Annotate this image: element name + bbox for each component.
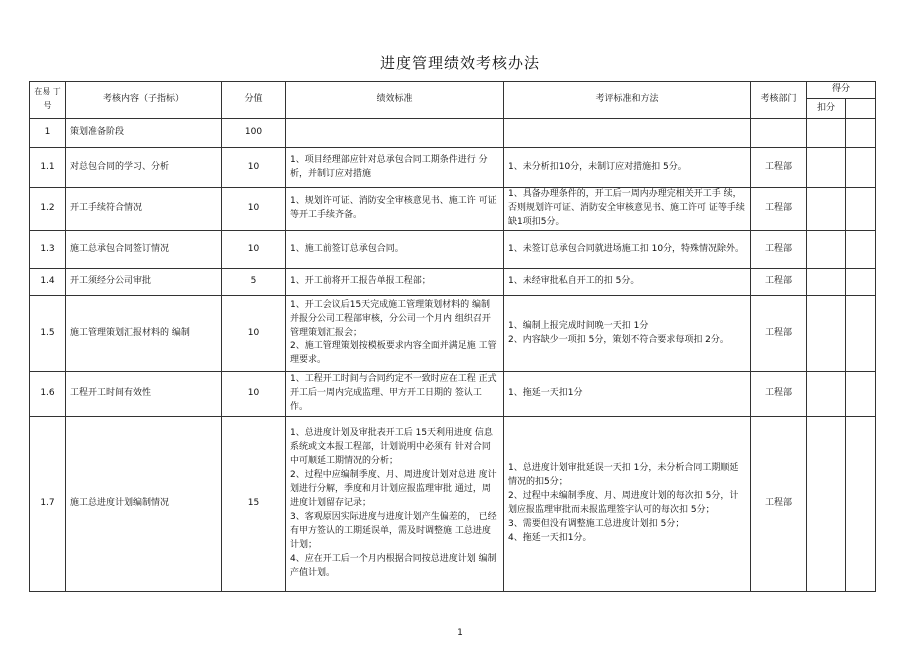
header-dept: 考核部门 [751, 82, 807, 119]
row-no: 1.3 [30, 231, 66, 269]
row-score: 15 [222, 417, 286, 592]
row-deduct [807, 269, 846, 296]
row-no: 1.1 [30, 148, 66, 188]
row-standard: 1、工程开工时间与合同约定不一致时应在工程 正式开工后一周内完成监理、甲方开工日期的 签认工作。 [286, 372, 504, 417]
empty-cell [286, 119, 504, 148]
row-no: 1.5 [30, 296, 66, 372]
row-extra [846, 417, 876, 592]
empty-cell [807, 119, 846, 148]
row-extra [846, 296, 876, 372]
table-row [30, 188, 876, 231]
row-score: 5 [222, 269, 286, 296]
row-content: 开工手续符合情况 [66, 188, 222, 231]
page-number: 1 [457, 628, 463, 638]
row-extra [846, 188, 876, 231]
header-seq: 在易 丁 号 [30, 82, 66, 119]
row-extra [846, 372, 876, 417]
header-method: 考评标准和方法 [504, 82, 751, 119]
header-deduct: 扣分 [807, 99, 846, 119]
row-content: 对总包合同的学习、分析 [66, 148, 222, 188]
row-standard: 1、总进度计划及审批表开工后 15天利用进度 信息系统或文本报工程部，计划说明中必须有 针对合同中可顺延工期情况的分析； 2、过程中应编制季度、月、周进度计划对总进 度计划进行分解，季度和月计划应报监理审批 通过，周进度计划留存记录； 3、客观原因实际进度与进度计划产生偏差的， 已经有甲方签认的工期延误单，需及时调整施 工总进度计划； 4、应在开工后一个月内根据合同按总进度计划 编制产值计划。 [286, 417, 504, 592]
row-method: 1、未签订总承包合同就进场施工扣 10分，特殊情况除外。 [504, 231, 751, 269]
row-standard: 1、开工前将开工报告单报工程部； [286, 269, 504, 296]
row-method: 1、拖延一天扣1分 [504, 372, 751, 417]
row-standard: 1、开工会议后15天完成施工管理策划材料的 编制并报分公司工程部审核，分公司一个月内 组织召开管理策划汇报会； 2、施工管理策划按模板要求内容全面并满足施 工管理要求。 [286, 296, 504, 372]
row-extra [846, 269, 876, 296]
table-row [30, 269, 876, 296]
empty-cell [504, 119, 751, 148]
row-deduct [807, 296, 846, 372]
table-row [30, 372, 876, 417]
row-score: 10 [222, 372, 286, 417]
row-no: 1.4 [30, 269, 66, 296]
row-content: 开工须经分公司审批 [66, 269, 222, 296]
empty-cell [846, 119, 876, 148]
row-content: 施工管理策划汇报材料的 编制 [66, 296, 222, 372]
row-method: 1、未分析扣10分，未制订应对措施扣 5分。 [504, 148, 751, 188]
page-title: 进度管理绩效考核办法 [379, 54, 540, 72]
row-score: 10 [222, 188, 286, 231]
row-no: 1.7 [30, 417, 66, 592]
row-deduct [807, 231, 846, 269]
row-content: 施工总承包合同签订情况 [66, 231, 222, 269]
row-deduct [807, 417, 846, 592]
row-deduct [807, 372, 846, 417]
section-name: 策划准备阶段 [66, 119, 222, 148]
row-score: 10 [222, 148, 286, 188]
row-no: 1.2 [30, 188, 66, 231]
row-method: 1、编制上报完成时间晚一天扣 1分 2、内容缺少一项扣 5分，策划不符合要求每项扣 2分。 [504, 296, 751, 372]
row-dept: 工程部 [751, 188, 807, 231]
section-row [30, 119, 876, 148]
row-standard: 1、项目经理部应针对总承包合同工期条件进行 分析，并制订应对措施 [286, 148, 504, 188]
row-content: 工程开工时间有效性 [66, 372, 222, 417]
row-dept: 工程部 [751, 372, 807, 417]
header-content: 考核内容（子指标） [66, 82, 222, 119]
row-dept: 工程部 [751, 269, 807, 296]
row-method: 1、总进度计划审批延误一天扣 1分，未分析合同工期顺延情况的扣5分； 2、过程中未编制季度、月、周进度计划的每次扣 5分，计划应报监理审批而未报监理签字认可的每次扣 5分； 3、需要但没有调整施工总进度计划扣 5分； 4、拖延一天扣1分。 [504, 417, 751, 592]
row-score: 10 [222, 296, 286, 372]
table-row [30, 148, 876, 188]
row-dept: 工程部 [751, 417, 807, 592]
section-no: 1 [30, 119, 66, 148]
row-dept: 工程部 [751, 148, 807, 188]
header-score: 分值 [222, 82, 286, 119]
row-score: 10 [222, 231, 286, 269]
row-dept: 工程部 [751, 231, 807, 269]
row-standard: 1、施工前签订总承包合同。 [286, 231, 504, 269]
row-standard: 1、规划许可证、消防安全审核意见书、施工许 可证等开工手续齐备。 [286, 188, 504, 231]
empty-cell [751, 119, 807, 148]
table-row [30, 417, 876, 592]
row-deduct [807, 148, 846, 188]
row-extra [846, 148, 876, 188]
row-deduct [807, 188, 846, 231]
header-row [30, 82, 876, 99]
header-empty [846, 99, 876, 119]
header-standard: 绩效标准 [286, 82, 504, 119]
row-no: 1.6 [30, 372, 66, 417]
section-score: 100 [222, 119, 286, 148]
row-method: 1、具备办理条件的，开工后一周内办理完相关开工手 续，否则规划许可证、消防安全审核意见书、施工许可 证等手续缺1项扣5分。 [504, 188, 751, 231]
assessment-table [29, 81, 876, 592]
row-content: 施工总进度计划编制情况 [66, 417, 222, 592]
table-row [30, 231, 876, 269]
header-get-score: 得分 [807, 82, 876, 99]
row-extra [846, 231, 876, 269]
row-method: 1、未经审批私自开工的扣 5分。 [504, 269, 751, 296]
table-row [30, 296, 876, 372]
row-dept: 工程部 [751, 296, 807, 372]
